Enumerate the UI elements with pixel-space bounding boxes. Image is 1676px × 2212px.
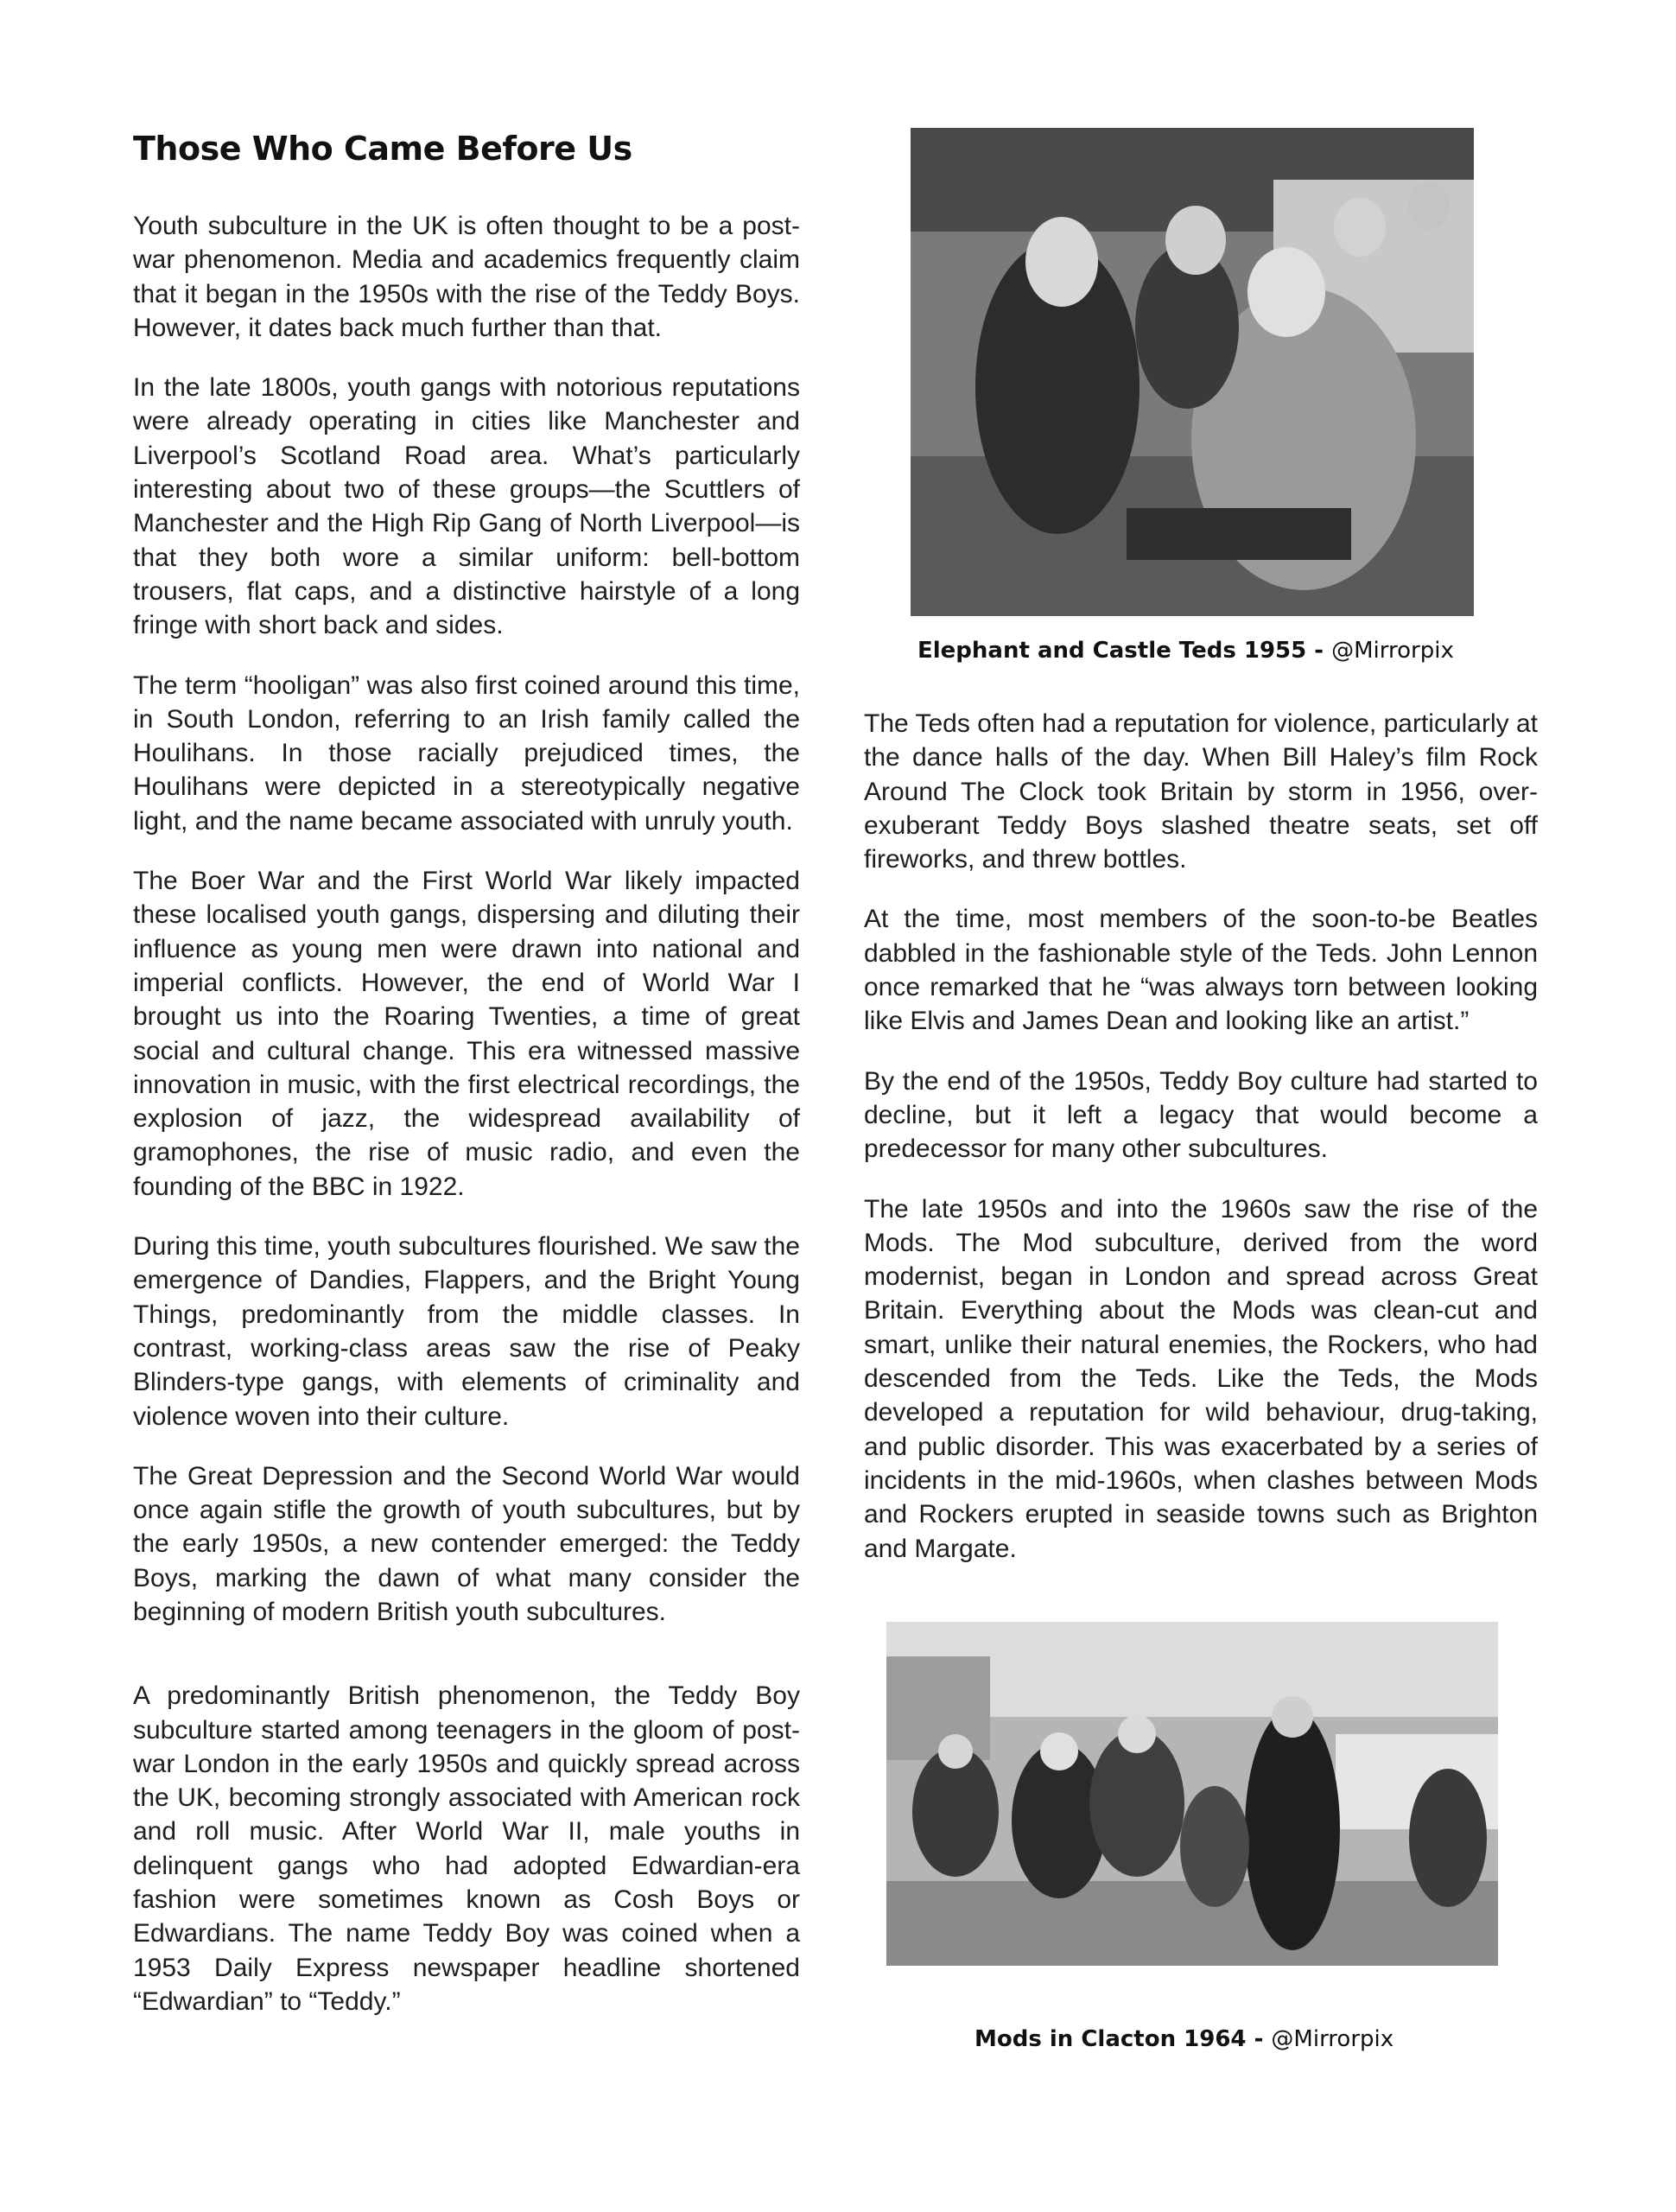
paragraph: The Boer War and the First World War likely impacted these localised youth gangs, dispersing and diluting their influence as young men were drawn into national and imperial conflicts. However, the end of World War I brought us into the Roaring Twenties, a time of great social and cultural change. This era witnessed massive innovation in music, with the first electrical recordings, the explosion of jazz, the widespread availability of gramophones, the rise of music radio, and even the founding of the BBC in 1922. (133, 867, 800, 1201)
left-column (133, 130, 800, 2044)
paragraph: During this time, youth subcultures flourished. We saw the emergence of Dandies, Flappers, and the Bright Young Things, predominantly from the middle classes. In contrast, working-class areas saw the rise of Peaky Blinders-type gangs, with elements of criminality and violence woven into their culture. (133, 1232, 800, 1431)
paragraph: The late 1950s and into the 1960s saw the rise of the Mods. The Mod subculture, derived from the word modernist, began in London and spread across Great Britain. Everything about the Mods was clean-cut and smart, unlike their natural enemies, the Rockers, who had descended from the Teds. Like the Teds, the Mods developed a reputation for wild behaviour, drug-taking, and public disorder. This was exacerbated by a series of incidents in the mid-1960s, when clashes between Mods and Rockers erupted in seaside towns such as Brighton and Margate. (864, 1194, 1538, 1563)
paragraph: The Great Depression and the Second World War would once again stifle the growth of youth subcultures, but by the early 1950s, a new contender emerged: the Teddy Boys, marking the dawn of what many consider the beginning of modern British youth subcultures. (133, 1461, 800, 1626)
mods-photo-caption (974, 2026, 1393, 2052)
right-column (864, 707, 1538, 1592)
paragraph: The Teds often had a reputation for violence, particularly at the dance halls of the day. When Bill Haley’s film Rock Around The Clock took Britain by storm in 1956, over-exuberant Teddy Boys slashed theatre seats, set off fireworks, and threw bottles. (864, 709, 1538, 874)
paragraph: Youth subculture in the UK is often thought to be a post-war phenomenon. Media and academics frequently claim that it began in the 1950s with the rise of the Teddy Boys. However, it dates back much further than that. (133, 212, 800, 342)
paragraph: At the time, most members of the soon-to-be Beatles dabbled in the fashionable style of the Teds. John Lennon once remarked that he “was always torn between looking like Elvis and James Dean and looking like an artist.” (864, 905, 1538, 1036)
teds-photo (911, 128, 1474, 616)
page-title: Those Who Came Before Us (133, 130, 632, 168)
caption-title: Mods in Clacton 1964 - (974, 2026, 1272, 2052)
paragraph: By the end of the 1950s, Teddy Boy culture had started to decline, but it left a legacy that would become a predecessor for many other subcultures. (864, 1066, 1538, 1164)
mods-photo (886, 1622, 1498, 1966)
paragraph: In the late 1800s, youth gangs with notorious reputations were already operating in cities like Manchester and Liverpool’s Scotland Road area. What’s particularly interesting about two of these groups—the Scuttlers of Manchester and the High Rip Gang of North Liverpool—is that they both wore a similar uniform: bell-bottom trousers, flat caps, and a distinctive hairstyle of a long fringe with short back and sides. (133, 373, 800, 640)
caption-credit: @Mirrorpix (1271, 2026, 1394, 2052)
caption-title: Elephant and Castle Teds 1955 - (917, 638, 1332, 664)
paragraph: A predominantly British phenomenon, the Teddy Boy subculture started among teenagers in the gloom of post-war London in the early 1950s and quickly spread across the UK, becoming strongly associated with American rock and roll music. After World War II, male youths in delinquent gangs who had adopted Edwardian-era fashion were sometimes known as Cosh Boys or Edwardians. The name Teddy Boy was coined when a 1953 Daily Express newspaper headline shortened “Edwardian” to “Teddy.” (133, 1681, 800, 2016)
caption-credit: @Mirrorpix (1331, 638, 1454, 664)
paragraph: The term “hooligan” was also first coined around this time, in South London, referring to an Irish family called the Houlihans. In those racially prejudiced times, the Houlihans were depicted in a stereotypically negative light, and the name became associated with unruly youth. (133, 671, 800, 836)
teds-photo-caption (917, 638, 1454, 664)
